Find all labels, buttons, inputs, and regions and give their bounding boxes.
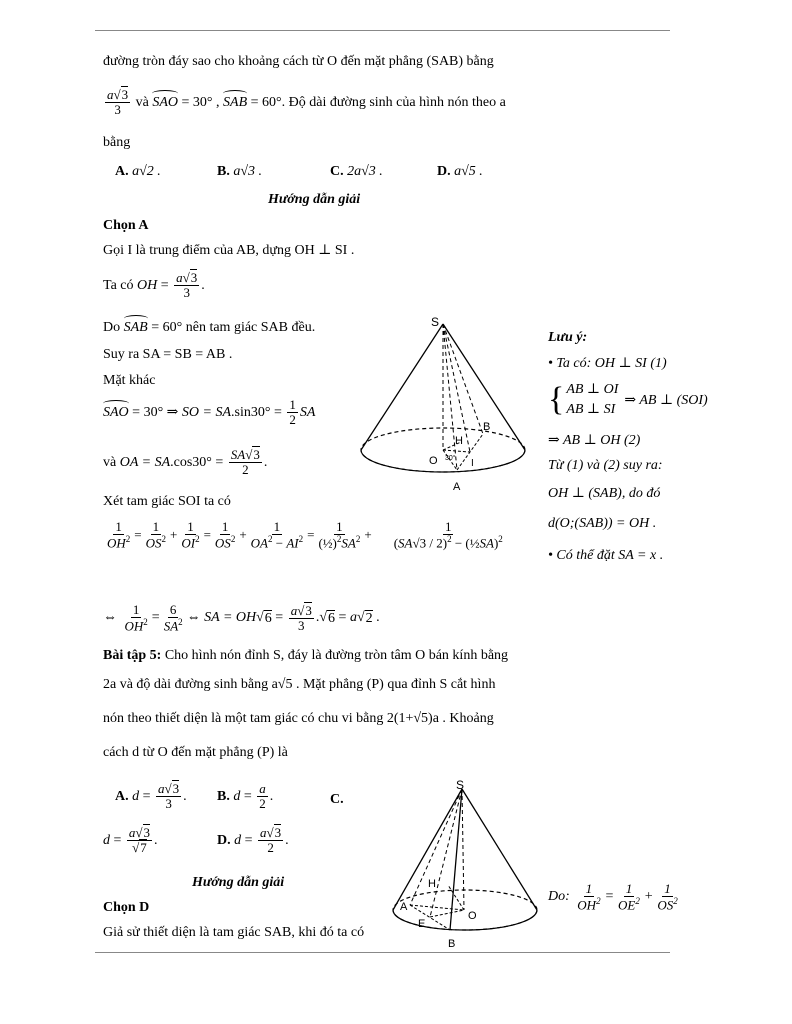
fig2-label-a: A [400,901,408,913]
q5-option-d: D. d = $\frac{a√3}{2}$ . [217,825,289,856]
fraction-a-sqrt3-over-3: $\frac{a√3}{3}$ [107,87,129,118]
q4-option-a: A. a√2 . [115,164,161,179]
exercise-5-line-4: cách d từ O đến mặt phẳng (P) là [103,745,288,760]
q4-option-c: C. 2a√3 . [330,164,383,179]
fig1-label-a: A [453,481,461,493]
solution-1-equation-2: ⇔ $\frac{1}{OH^2}$ = $\frac{6}{SA^2}$ ⇔ SA = OH √ 6 = $\frac{a√3}{3}$ .√ 6 = a √ 2 . [103,602,380,634]
intro-line-2: $\frac{a√3}{3}$ và SAO = 30° , SAB = 60° . Độ dài đường sinh của hình nón theo a [107,87,506,118]
fig1-label-i: I [471,458,474,469]
solution-1-line-oa: và OA = SA .cos30° = $\frac{SA√3}{2}$ . [103,447,268,478]
note-title: Lưu ý: [548,330,588,345]
exercise-5-line-1: Bài tập 5: Cho hình nón đỉnh S, đáy là đường tròn tâm O bán kính bằng [103,648,509,663]
fig1-label-b: B [483,421,491,433]
q5-option-b: B. d = $\frac{a}{2}$ . [217,781,274,812]
solution-1-line-so: SAO = 30° ⇒ SO = SA .sin30° = $\frac{1}{2}$ SA [103,397,316,428]
note-line-1: • Ta có: OH ⊥ SI (1) [548,356,667,371]
fig1-label-o: O [429,455,438,467]
solution-2-choice: Chọn D [103,900,150,915]
q5-option-a: A. d = $\frac{a√3}{3}$ . [115,781,187,812]
note-line-7: • Có thể đặt SA = x . [548,548,664,563]
cone-figure-2 [390,775,550,953]
note-line-5: OH ⊥ (SAB), do đó [548,486,661,501]
q4-option-b: B. a√3 . [217,164,263,179]
solution-1-line-2: Ta có OH = $\frac{a√3}{3}$ . [103,270,205,301]
solution-1-choice: Chọn A [103,218,149,233]
note-line-3: ⇒ AB ⊥ OH (2) [548,433,641,448]
solution-1-line-3: Do SAB = 60° nên tam giác SAB đều. [103,320,316,335]
solution-2-side-note: Do: $\frac{1}{OH^2}$ = $\frac{1}{OE^2}$ + $\frac{1}{OS^2}$ [548,881,678,913]
q4-option-d: D. a√5 . [437,164,483,179]
q5-option-c-value: d = $\frac{a√3}{√7}$ . [103,825,158,856]
fraction-oh: $\frac{a√3}{3}$ [176,270,198,301]
q5-option-c: C. [330,792,344,807]
solution-1-line-7: Xét tam giác SOI ta có [103,494,231,509]
exercise-5-line-2: 2a và độ dài đường sinh bằng a√5 . Mặt phẳng (P) qua đỉnh S cắt hình [103,677,496,692]
solution-2-heading: Hướng dẫn giải [192,875,285,890]
fig1-label-angle: 30° [445,455,456,462]
bottom-rule [95,952,670,953]
fig2-label-b: B [448,938,456,950]
exercise-5-line-3: nón theo thiết diện là một tam giác có chu vi bằng 2(1+√5)a . Khoảng [103,711,494,726]
note-line-4: Từ (1) và (2) suy ra: [548,458,663,473]
fig1-label-h: H [455,435,463,447]
fig2-label-h: H [428,878,436,890]
fig2-label-s: S [456,778,465,792]
fig2-label-o: O [468,910,477,922]
intro-line-2-tail: . Độ dài đường sinh của hình nón theo a [281,94,506,110]
fig2-label-e: E [418,918,426,930]
note-system: { AB ⊥ OI AB ⊥ SI ⇒ AB ⊥ (SOI) [548,381,708,418]
top-rule [95,30,670,31]
solution-1-line-5: Mặt khác [103,373,156,388]
solution-2-line-1: Giả sử thiết diện là tam giác SAB, khi đó ta có [103,925,365,940]
fig1-label-s: S [431,315,440,329]
cone-figure-1 [355,312,530,497]
solution-1-heading: Hướng dẫn giải [268,192,361,207]
solution-1-line-4: Suy ra SA = SB = AB . [103,347,233,362]
intro-line-3: bằng [103,135,131,150]
note-line-6: d(O;(SAB)) = OH . [548,516,657,531]
solution-1-equation-1: $\frac{1}{OH^2}$ = $\frac{1}{OS^2}$ + $\frac{1}{OI^2}$ = $\frac{1}{OS^2}$ + $\frac{1}{OA^2 - AI^2}$ = $\frac{1}{(\frac{1}{2})^2SA^2}$ + $\frac{1}{(SA√3 / 2)^2 - (\frac{1}{2}SA)^2}$ [107,519,503,551]
solution-1-line-1: Gọi I là trung điểm của AB, dựng OH ⊥ SI . [103,243,355,258]
intro-line-1: đường tròn đáy sao cho khoảng cách từ O đến mặt phẳng (SAB) bằng [103,54,494,69]
